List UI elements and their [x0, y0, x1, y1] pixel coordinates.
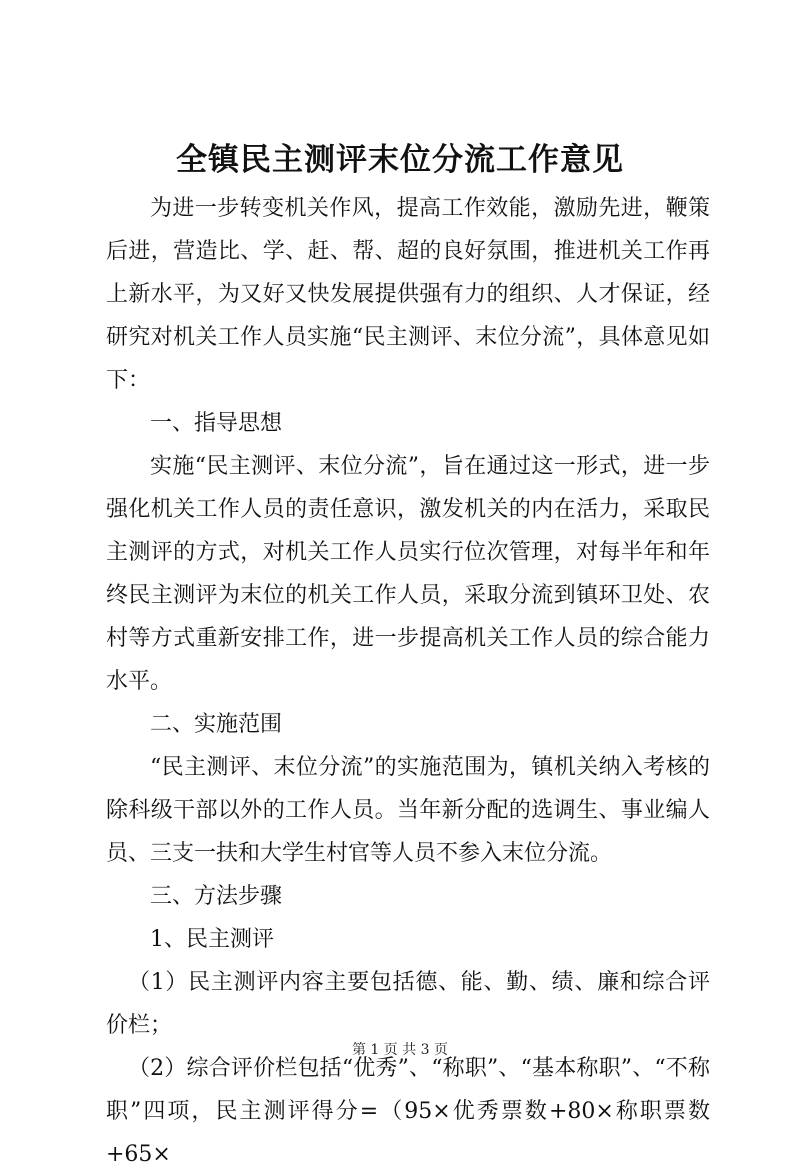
evaluation-item-2: （2）综合评价栏包括“优秀”、“称职”、“基本称职”、“不称职”四项，民主测评得分=（95×优秀票数+80×称职票数+65× — [106, 1056, 710, 1167]
section-heading-guiding-ideology: 一、指导思想 — [150, 411, 283, 436]
section-heading-scope: 二、实施范围 — [150, 712, 283, 737]
evaluation-item-1: （1）民主测评内容主要包括德、能、勤、绩、廉和综合评价栏； — [106, 970, 710, 1038]
subheading-democratic-evaluation: 1、民主测评 — [150, 927, 274, 952]
page-number-footer: 第 1 页 共 3 页 — [351, 1042, 449, 1058]
document-body — [106, 187, 710, 1176]
section-heading-methods: 三、方法步骤 — [150, 884, 283, 909]
scope-paragraph: “民主测评、末位分流”的实施范围为，镇机关纳入考核的除科级干部以外的工作人员。当年新分配的选调生、事业编人员、三支一扶和大学生村官等人员不参入末位分流。 — [106, 755, 710, 866]
document-title: 全镇民主测评末位分流工作意见 — [176, 142, 624, 178]
guiding-ideology-paragraph: 实施“民主测评、末位分流”，旨在通过这一形式，进一步强化机关工作人员的责任意识，激发机关的内在活力，采取民主测评的方式，对机关工作人员实行位次管理，对每半年和年终民主测评为末位的机关工作人员，采取分流到镇环卫处、农村等方式重新安排工作，进一步提高机关工作人员的综合能力水平。 — [106, 454, 710, 694]
intro-paragraph: 为进一步转变机关作风，提高工作效能，激励先进，鞭策后进，营造比、学、赶、帮、超的良好氛围，推进机关工作再上新水平，为又好又快发展提供强有力的组织、人才保证，经研究对机关工作人员实施“民主测评、末位分流”，具体意见如下： — [106, 196, 710, 393]
